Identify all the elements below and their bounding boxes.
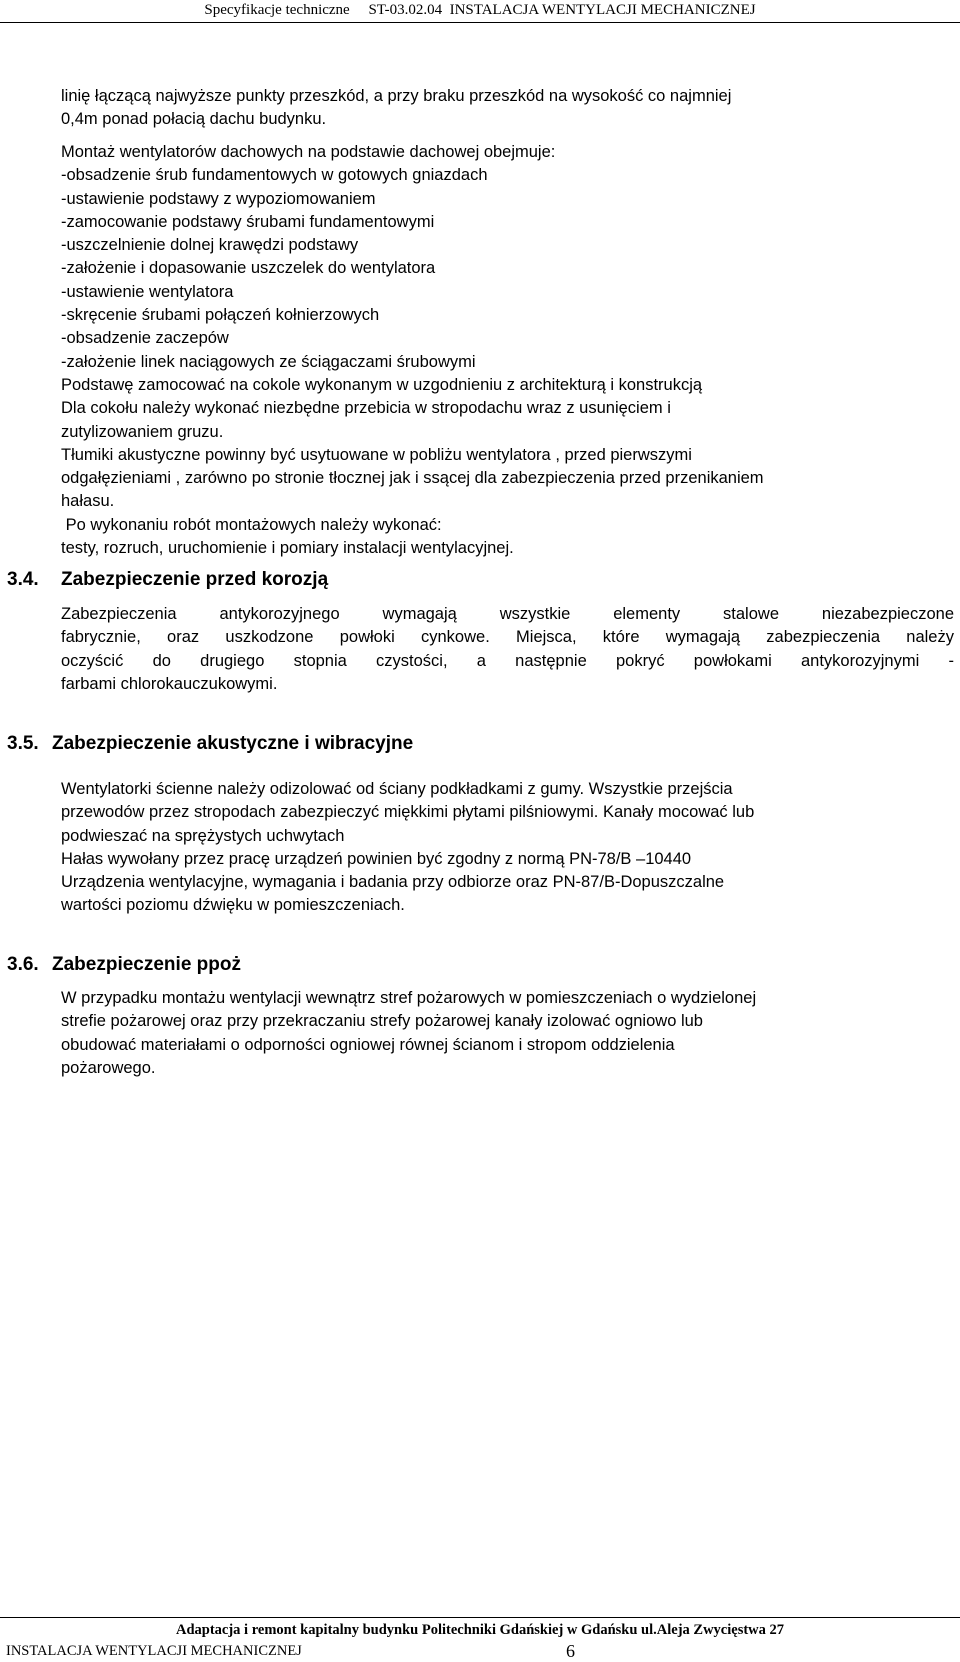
mount-line: -założenie linek naciągowych ze ściągaczami śrubowymi (61, 352, 476, 371)
mount-line: odgałęzieniami , zarówno po stronie tłocznej jak i ssącej dla zabezpieczenia przed przenikaniem (61, 469, 764, 488)
section-title: Zabezpieczenie akustyczne i wibracyjne (52, 733, 414, 754)
intro-line-2: 0,4m ponad połacią dachu budynku. (61, 110, 327, 129)
section-line: strefie pożarowej oraz przy przekraczaniu strefy pożarowej kanały izolować ogniowo lub (61, 1012, 703, 1031)
section-3-5-body (61, 778, 954, 918)
mount-line: -zamocowanie podstawy śrubami fundamentowymi (61, 212, 435, 231)
section-line: Zabezpieczenia antykorozyjnego wymagają wszystkie elementy stalowe niezabezpieczone (61, 605, 954, 623)
mount-line: -obsadzenie zaczepów (61, 329, 229, 348)
mount-line: -obsadzenie śrub fundamentowych w gotowych gniazdach (61, 166, 488, 185)
section-line: Wentylatorki ścienne należy odizolować od ściany podkładkami z gumy. Wszystkie przejścia (61, 780, 733, 798)
section-title: Zabezpieczenie ppoż (52, 954, 241, 975)
section-line: wartości poziomu dźwięku w pomieszczeniach. (61, 896, 405, 915)
section-line: przewodów przez stropodach zabezpieczyć miękkimi płytami pilśniowymi. Kanały mocować lub (61, 803, 755, 822)
mount-line: Montaż wentylatorów dachowych na podstawie dachowej obejmuje: (61, 143, 556, 161)
section-line: Urządzenia wentylacyjne, wymagania i badania przy odbiorze oraz PN-87/B-Dopuszczalne (61, 873, 725, 892)
section-heading-3-6 (7, 953, 241, 977)
mount-line: Po wykonaniu robót montażowych należy wykonać: (61, 515, 442, 534)
section-line: W przypadku montażu wentylacji wewnątrz stref pożarowych w pomieszczeniach o wydzielonej (61, 989, 757, 1007)
section-3-4-body (61, 603, 954, 696)
section-3-6-body (61, 987, 954, 1080)
footer-address: Adaptacja i remont kapitalny budynku Politechniki Gdańskiej w Gdańsku ul.Aleja Zwycięstwa 27 (175, 1622, 785, 1638)
page-number: 6 (566, 1641, 575, 1661)
mount-line: -ustawienie podstawy z wypoziomowaniem (61, 189, 376, 208)
intro-line-1: linię łączącą najwyższe punkty przeszkód, a przy braku przeszkód na wysokość co najmniej (61, 87, 732, 105)
page-header (0, 0, 960, 24)
footer-doc-title: INSTALACJA WENTYLACJI MECHANICZNEJ (6, 1643, 302, 1659)
section-line: farbami chlorokauczukowymi. (61, 674, 278, 693)
mounting-paragraph (61, 141, 954, 560)
section-line: podwieszać na sprężystych uchwytach (61, 826, 345, 845)
mount-line: Tłumiki akustyczne powinny być usytuowane w pobliżu wentylatora , przed pierwszymi (61, 445, 692, 464)
mount-line: Podstawę zamocować na cokole wykonanym w uzgodnieniu z architekturą i konstrukcją (61, 375, 703, 394)
section-title: Zabezpieczenie przed korozją (61, 569, 329, 590)
mount-line: -uszczelnienie dolnej krawędzi podstawy (61, 236, 359, 255)
section-heading-3-5 (7, 732, 413, 756)
mount-line: Dla cokołu należy wykonać niezbędne przebicia w stropodachu wraz z usunięciem i (61, 399, 671, 418)
header-rule (0, 22, 960, 23)
mount-line: hałasu. (61, 492, 115, 511)
section-number: 3.6. (7, 954, 39, 975)
mount-line: testy, rozruch, uruchomienie i pomiary instalacji wentylacyjnej. (61, 539, 514, 558)
mount-line: -założenie i dopasowanie uszczelek do wentylatora (61, 259, 436, 278)
section-line: obudować materiałami o odporności ogniowej równej ścianom i stropom oddzielenia (61, 1035, 675, 1054)
mount-line: zutylizowaniem gruzu. (61, 422, 224, 441)
mount-line: -ustawienie wentylatora (61, 282, 234, 301)
section-heading-3-4 (7, 568, 328, 592)
section-line: pożarowego. (61, 1058, 156, 1077)
section-number: 3.4. (7, 569, 39, 590)
header-text: Specyfikacje techniczne ST-03.02.04 INSTALACJA WENTYLACJI MECHANICZNEJ (204, 2, 756, 18)
intro-paragraph (61, 85, 954, 132)
section-line: Hałas wywołany przez pracę urządzeń powinien być zgodny z normą PN-78/B –10440 (61, 849, 692, 868)
section-number: 3.5. (7, 733, 39, 754)
footer-rule (0, 1617, 960, 1618)
section-line: oczyścić do drugiego stopnia czystości, a następnie pokryć powłokami antykorozyjnymi - (61, 651, 954, 670)
section-line: fabrycznie, oraz uszkodzone powłoki cynkowe. Miejsca, które wymagają zabezpieczenia należy (61, 628, 954, 647)
mount-line: -skręcenie śrubami połączeń kołnierzowych (61, 306, 380, 325)
